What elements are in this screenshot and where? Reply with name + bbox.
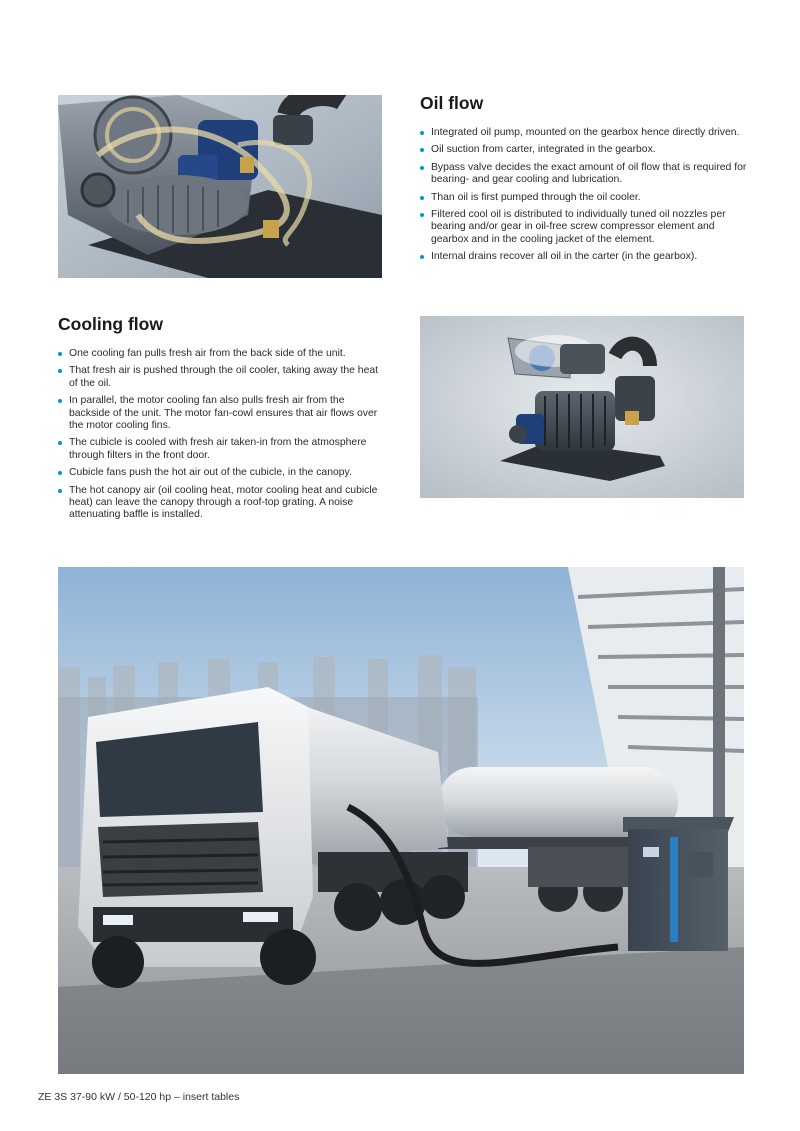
bullet-icon xyxy=(58,441,62,445)
page-footer: ZE 3S 37-90 kW / 50-120 hp – insert tables xyxy=(38,1091,240,1103)
list-item xyxy=(420,251,750,263)
oil-flow-section xyxy=(420,93,750,269)
bullet-icon xyxy=(58,471,62,475)
list-item-text: Filtered cool oil is distributed to individually tuned oil nozzles per bearing and/or gear in oil-free screw compressor element and gearbox and in the cooling jacket of the element. xyxy=(431,209,726,245)
list-item-text: That fresh air is pushed through the oil cooler, taking away the heat of the oil. xyxy=(69,365,379,389)
list-item xyxy=(420,162,750,187)
list-item xyxy=(58,467,384,479)
bullet-icon xyxy=(420,131,424,135)
list-item xyxy=(420,209,750,246)
cooling-flow-heading: Cooling flow xyxy=(58,314,163,334)
list-item-text: Than oil is first pumped through the oil cooler. xyxy=(431,191,641,203)
list-item xyxy=(58,365,384,390)
list-item-text: Oil suction from carter, integrated in the gearbox. xyxy=(431,144,656,156)
bullet-icon xyxy=(58,489,62,493)
bullet-icon xyxy=(420,148,424,152)
truck-photo xyxy=(58,567,744,1074)
bullet-icon xyxy=(420,166,424,170)
list-item-text: Integrated oil pump, mounted on the gearbox hence directly driven. xyxy=(431,127,740,138)
oil-flow-list xyxy=(420,127,750,264)
list-item-text: Cubicle fans push the hot air out of the cubicle, in the canopy. xyxy=(69,467,352,479)
list-item-text: One cooling fan pulls fresh air from the back side of the unit. xyxy=(69,348,346,359)
list-item-text: Bypass valve decides the exact amount of oil flow that is required for bearing- and gear cooling and lubrication. xyxy=(431,161,747,186)
list-item-text: Internal drains recover all oil in the carter (in the gearbox). xyxy=(431,251,698,263)
bullet-icon xyxy=(420,255,424,259)
cooling-flow-list xyxy=(58,348,384,522)
cooling-flow-section xyxy=(58,314,384,527)
list-item xyxy=(58,485,384,522)
oil-flow-image xyxy=(58,95,382,278)
list-item xyxy=(58,437,384,462)
list-item xyxy=(58,348,384,360)
list-item-text: In parallel, the motor cooling fan also pulls fresh air from the backside of the unit. The motor fan-cowl ensures that air flows over the motor cooling fins. xyxy=(69,395,378,432)
list-item xyxy=(58,395,384,432)
bullet-icon xyxy=(58,369,62,373)
list-item-text: The hot canopy air (oil cooling heat, motor cooling heat and cubicle heat) can leave the canopy through a roof-top grating. A noise attenuating baffle is installed. xyxy=(69,484,378,521)
list-item xyxy=(420,127,750,139)
list-item-text: The cubicle is cooled with fresh air taken-in from the atmosphere through filters in the front door. xyxy=(69,437,367,461)
bullet-icon xyxy=(58,399,62,403)
bullet-icon xyxy=(58,352,62,356)
bullet-icon xyxy=(420,196,424,200)
oil-flow-heading: Oil flow xyxy=(420,93,484,113)
list-item xyxy=(420,144,750,156)
cooling-flow-image xyxy=(420,316,744,498)
bullet-icon xyxy=(420,213,424,217)
list-item xyxy=(420,192,750,204)
